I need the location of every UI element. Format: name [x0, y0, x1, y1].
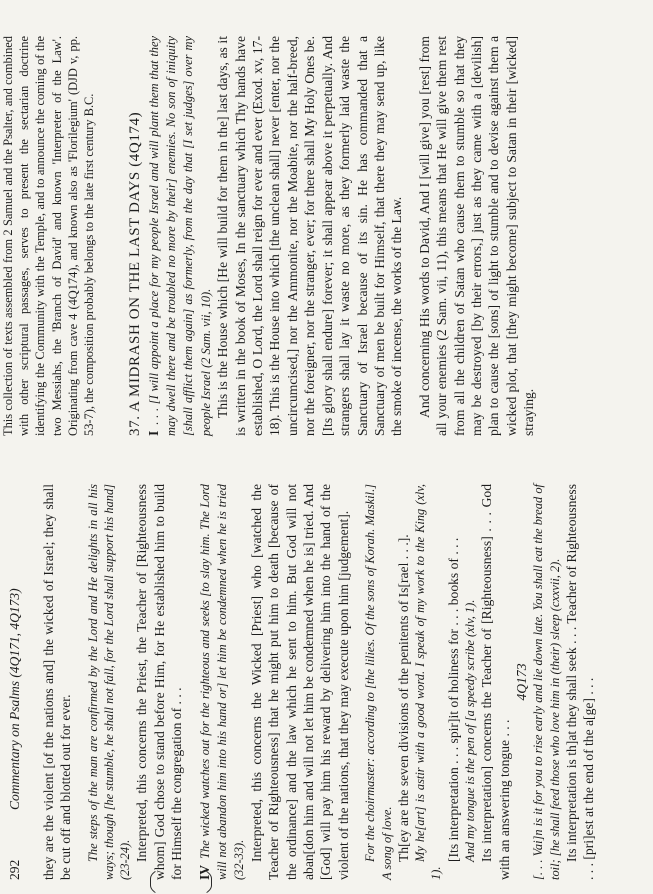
running-title: Commentary on Psalms (4Q171, 4Q173)	[7, 588, 22, 810]
intro-paragraph: This collection of texts assembled from 2 Samuel and the Psalter, and combined with other scriptural passages, serves to present the sectarian doctrine identifying the Community with the Temple, and to announce the coming of the two Messiahs, the 'Branch of David' and known 'Interpreter of the Law'. Originating from cave 4 (4Q174), and known also as 'Florilegium' (DJD v, pp. 53-7), the composition probably belongs to the late first century B.C.	[1, 36, 97, 436]
paragraph: [Its interpretation . . . spir]it of holiness for . . . books of . . .	[445, 537, 461, 862]
page-number: 292	[7, 859, 22, 880]
left-column	[40, 484, 598, 880]
right-column	[0, 36, 538, 436]
section-number: I	[145, 430, 161, 436]
interpretation-paragraph: Interpreted, this concerns the Priest, the Teacher of [Righteousness whom] God chose to stand before Him, for He established him to build for Himself the congregation of . . .	[134, 484, 185, 880]
psalm-quote: My he[art] is astir with a good word. I speak of my work to the King (xlv, 1).	[413, 484, 444, 880]
psalm-quote: And my tongue is the pen of [a speedy scribe (xlv, 1).	[462, 599, 477, 862]
scripture-quote: . . . [I will appoint a place for my people Israel and will plant them that they may dwell there and be troubled no more by their] enemies. No son of iniquity [shall afflict them again] as formerly, from the day that [I set judges] over my people Israel (2 Sam. vii, 10).	[146, 36, 213, 436]
paragraph: And concerning His words to David, And I [will give] you [rest] from all your enemies (2 Sam. vii, 11), this means that He will give them rest from all the children of Satan who cause them to stumble so that they may be destroyed [by their errors,] just as they came with a [devilish] plan to cause the [sons] of light to stumble and to devise against them a wicked plot, that [they might become] subject to Satan in their [wicked] straying.	[416, 36, 537, 436]
paragraph: Its interpretation] concerns the Teacher of [Righteousness] . . . God with an answering tongue . . .	[479, 484, 512, 880]
handwritten-bracket	[150, 866, 212, 894]
interpretation-paragraph: Interpreted, this concerns the Wicked [Priest] who [watched the Teacher of Righteousness] that he might put him to death [because of the ordinance] and the law which he sent to him. But God will not aban[don him and will not let him be condemned when he is] tried. And [God] will pay him his reward by delivering him into the hand of the violent of the nations, that they may execute upon him [judgement].	[248, 484, 351, 880]
section-number: IV	[196, 864, 212, 880]
paragraph: Its interpretation is th]at they shall seek . . . Teacher of Righteousness . . . [pri]est at the end of the a[ge] . . .	[563, 484, 597, 880]
section-i	[145, 36, 215, 436]
psalm-quote: The steps of the man are confirmed by the Lord and He delights in all his ways; though [he stumble, he shall not fall, for the Lord shall support his hand] (23-24).	[85, 484, 133, 880]
subheading: 4Q173	[513, 663, 529, 701]
chapter-title: 37. A MIDRASH ON THE LAST DAYS (4Q174)	[127, 111, 144, 436]
paragraph: Th[ey are the seven divisions of the penitents of Is[rael . . .].	[395, 534, 411, 862]
section-iv	[196, 484, 248, 880]
paragraph: This is the House which [He will build for them in the] last days, as it is written in the book of Moses, In the sanctuary which Thy hands have established, O Lord, the Lord shall reign for ever and ever (Exod. xv, 17-18). This is the House into which [the unclean shall] never [enter, nor the uncircumcised,] nor the Ammonite, nor the Moabite, nor the half-breed, nor the foreigner, nor the stranger, ever; for there shall My Holy Ones be. [Its glory shall endure] forever; it shall appear above it perpetually. And strangers shall lay it waste no more, as they formerly laid waste the Sanctuary of Israel because of its sin. He has commanded that a Sanctuary of men be built for Himself, that there they may send up, like the smoke of incense, the works of the Law.	[215, 36, 405, 436]
psalm-quote: [. . . Vai]n is it for you to rise early and lie down late. You shall eat the bread of toil; [he shall feed those who love him in (their) sleep (cxxvii, 2).	[531, 484, 562, 880]
psalm-quote: The wicked watches out for the righteous and seeks [to slay him. The Lord will not abandon him into his hand or] let him be condemned when he is tried (32-33).	[197, 484, 247, 880]
paragraph: they are the violent [of the nations and] the wicked of Israel; they shall be cut off and blotted out for ever.	[41, 484, 74, 880]
psalm-heading: For the choirmaster: according to [the lilies. Of the sons of Korah. Maskil.] A song of love.	[363, 484, 394, 880]
